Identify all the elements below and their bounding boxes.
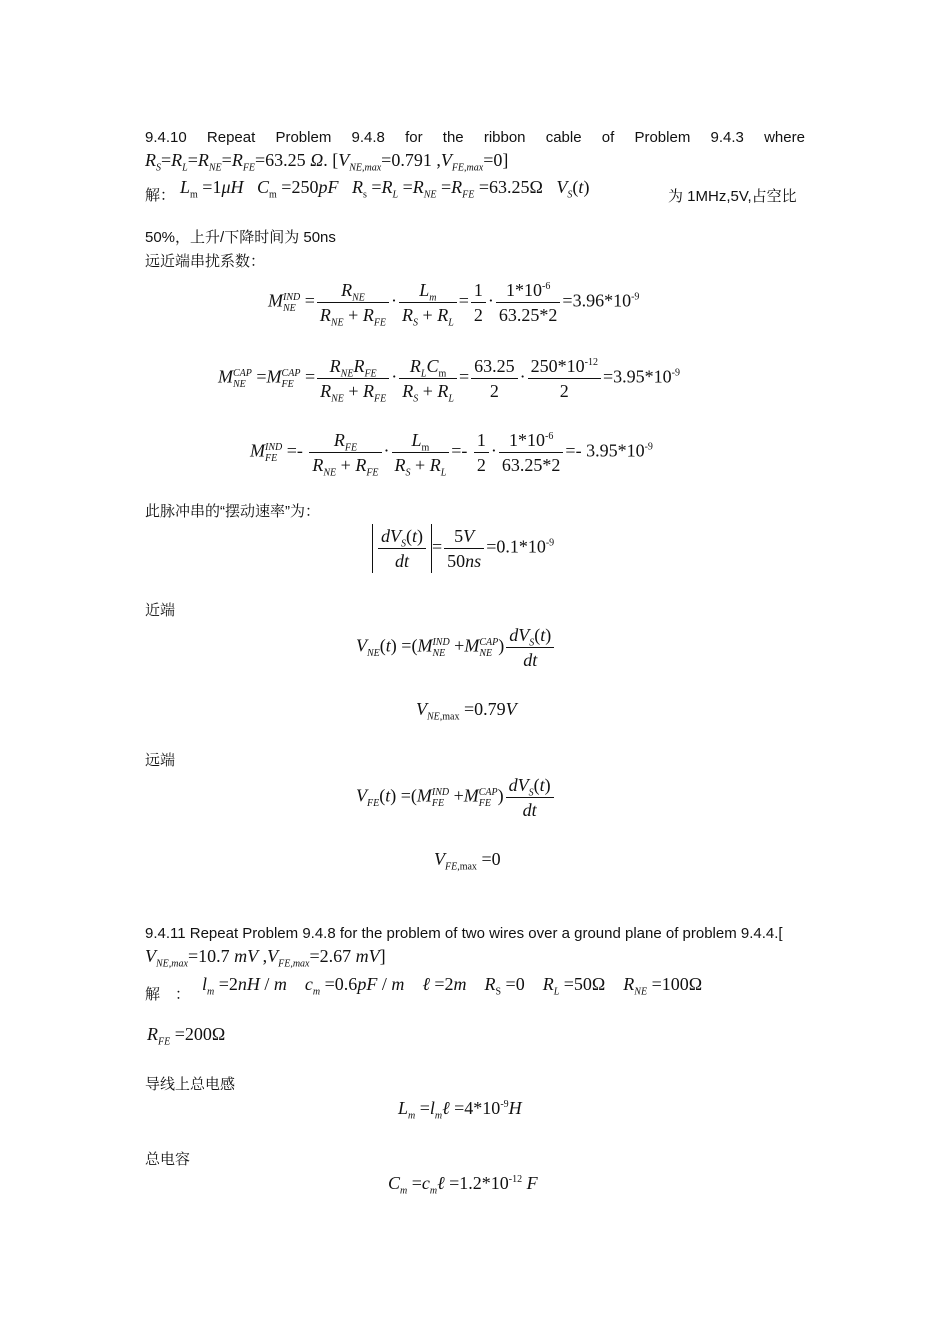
total-inductance-label: 导线上总电感 <box>145 1076 236 1093</box>
equation-m-ne-ind: MIND NE = $\frac{R_{NE}}{R_{NE} + R_{FE}}$ · $\frac{L_m}{R_S + R_L}$ = $\frac{1}{2}$ · $\frac{1*10^{-6}}{63.25*2}$ $=3.96*10^{-9}$ <box>268 280 640 329</box>
equation-v-fe-max: $V_{FE,max} =0$ <box>434 849 501 873</box>
problem-9-4-10-answer: $R_S=R_L=R_{NE}=R_{FE}=63.25$ Ω. [$V_{NE,max}=0.791$ $,V_{FE,max}=0$] <box>145 150 509 174</box>
problem-9-4-11-heading: 9.4.11 Repeat Problem 9.4.8 for the problem of two wires over a ground plane of problem 9.4.4.[ <box>145 925 783 942</box>
word: 9.4.10 <box>145 129 187 146</box>
word: where <box>764 129 805 146</box>
near-end-label: 近端 <box>145 602 176 619</box>
word: Repeat <box>206 129 256 146</box>
total-capacitance-label: 总电容 <box>145 1151 191 1168</box>
equation-v-fe: $V_{FE}(t)$ =(MIND FE +MCAP FE ) $\frac{dV_S(t)}{dt}$ <box>356 773 556 822</box>
equation-slew-rate: $\frac{dV_S(t)}{dt}$ = $\frac{5V}{50ns}$ $=0.1*10^{-9}$ <box>372 524 554 573</box>
word: Problem <box>634 129 691 146</box>
solution-label: 解： <box>145 187 176 204</box>
word: for <box>405 129 423 146</box>
solution-label-2: 解 ： <box>145 986 191 1003</box>
given-values-2: $l_m =2nH / m$ $c_m =0.6pF / m$ ℓ =2m $R_S =0$ $R_L =50\Omega$ $R_{NE} =100\Omega$ <box>202 974 703 998</box>
word: of <box>601 129 615 146</box>
problem-9-4-10-heading <box>145 128 805 148</box>
r-fe-value: $R_{FE} =200\Omega$ <box>147 1024 226 1048</box>
given-values: $L_m =1\mu H$ $C_m =250pF$ $R_s =R_L =R_{NE} =R_{FE} =63.25\Omega$ $V_S(t)$ <box>180 177 590 201</box>
coupling-label: 远近端串扰系数： <box>145 253 266 270</box>
rise-time-text: 50%，上升/下降时间为 50ns <box>145 229 336 246</box>
equation-total-inductance: $L_m$ $=l_m\ell =4*10^{-9}H$ <box>398 1098 522 1122</box>
equation-total-capacitance: $C_m$ $=c_m\ell =1.2*10^{-12}$ F <box>388 1173 538 1197</box>
slew-rate-label: 此脉冲串的“摆动速率”为： <box>145 503 320 520</box>
word: cable <box>545 129 582 146</box>
far-end-label: 远端 <box>145 752 176 769</box>
word: 9.4.3 <box>710 129 744 146</box>
word: the <box>442 129 464 146</box>
problem-9-4-11-answer: $V_{NE,max}=10.7$ mV $,V_{FE,max}=2.67$ mV] <box>145 946 386 970</box>
equation-m-fe-ind: MIND FE =- $\frac{R_{FE}}{R_{NE} + R_{FE}}$ · $\frac{L_m}{R_S + R_L}$ =- $\frac{1}{2}$ · $\frac{1*10^{-6}}{63.25*2}$ =- $3.95*10^{-9}$ <box>250 430 653 479</box>
equation-v-ne-max: $V_{NE,max} =0.79V$ <box>416 699 517 723</box>
word: 9.4.8 <box>351 129 385 146</box>
source-description: 为 1MHz,5V,占空比 <box>668 188 797 205</box>
word: Problem <box>275 129 332 146</box>
equation-v-ne: $V_{NE}(t)$ =(MIND NE +MCAP NE ) $\frac{dV_S(t)}{dt}$ <box>356 623 556 672</box>
word: ribbon <box>483 129 526 146</box>
equation-m-cap: MCAP NE =MCAP FE = $\frac{R_{NE}R_{FE}}{R_{NE} + R_{FE}}$ · $\frac{R_LC_m}{R_S + R_L}$ = $\frac{63.25}{2}$ · $\frac{250*10^{-12}}{2}$ $=3.95*10^{-9}$ <box>218 356 680 405</box>
